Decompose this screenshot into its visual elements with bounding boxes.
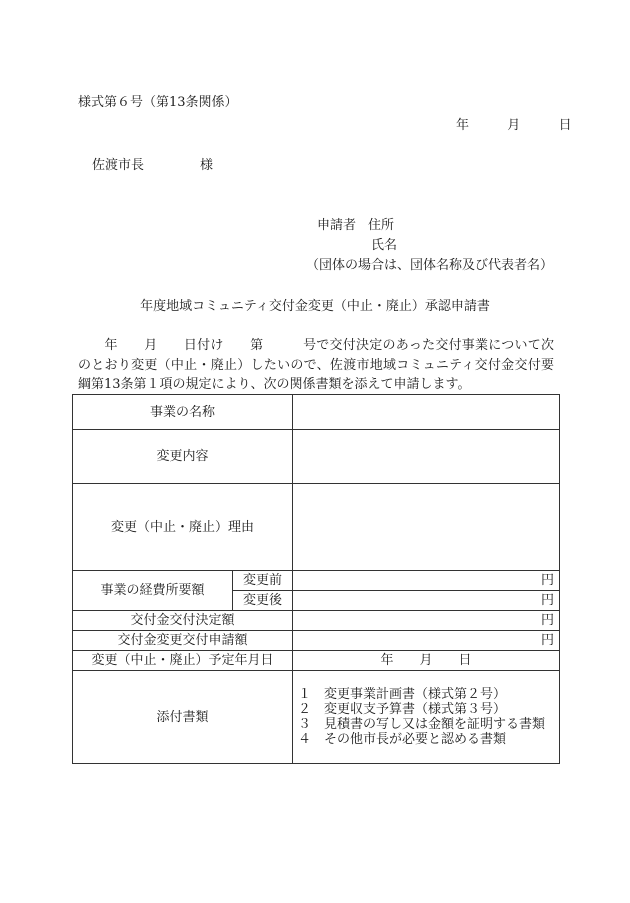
before-change-field[interactable]: 円 xyxy=(293,571,560,591)
addressee xyxy=(92,158,213,174)
after-change-field[interactable]: 円 xyxy=(293,591,560,611)
application-table xyxy=(72,394,560,764)
date-year: 年 xyxy=(456,118,470,133)
document-title: 年度地域コミュニティ交付金変更（中止・廃止）承認申請書 xyxy=(140,299,490,314)
attachment-item: ３ 見積書の写し又は金額を証明する書類 xyxy=(298,717,546,732)
date-month: 月 xyxy=(507,118,521,133)
applicant-address-line xyxy=(317,218,394,234)
document-body: 年 月 日付け 第 号で交付決定のあった交付事業について次のとおり変更（中止・廃止）したいので、佐渡市地域コミュニティ交付金交付要綱第13条第１項の規定により、次の関係書類を添えて申請します。 xyxy=(78,338,554,392)
addressee-name: 佐渡市長 xyxy=(92,158,145,173)
attachments-label: 添付書類 xyxy=(73,671,293,764)
grant-decision-field[interactable]: 円 xyxy=(293,611,560,631)
date-day: 日 xyxy=(558,118,572,133)
row-change-request xyxy=(73,631,560,651)
row-change-content xyxy=(73,430,560,484)
project-name-field[interactable] xyxy=(293,395,560,430)
before-change-label: 変更前 xyxy=(233,571,293,591)
applicant-label: 申請者 xyxy=(317,218,357,233)
row-scheduled-date xyxy=(73,651,560,671)
expense-label: 事業の経費所要額 xyxy=(73,571,233,611)
attachment-item: ４ その他市長が必要と認める書類 xyxy=(298,732,507,747)
row-grant-decision xyxy=(73,611,560,631)
change-request-field[interactable]: 円 xyxy=(293,631,560,651)
after-change-label: 変更後 xyxy=(233,591,293,611)
scheduled-date-field[interactable]: 年 月 日 xyxy=(293,651,560,671)
group-note: （団体の場合は、団体名称及び代表者名） xyxy=(306,258,554,273)
attachments-list xyxy=(293,671,560,764)
change-content-field[interactable] xyxy=(293,430,560,484)
row-attachments xyxy=(73,671,560,764)
form-number: 様式第６号（第13条関係） xyxy=(78,95,238,110)
change-reason-label: 変更（中止・廃止）理由 xyxy=(73,484,293,571)
change-reason-field[interactable] xyxy=(293,484,560,571)
change-request-label: 交付金変更交付申請額 xyxy=(73,631,293,651)
row-change-reason xyxy=(73,484,560,571)
change-content-label: 変更内容 xyxy=(73,430,293,484)
project-name-label: 事業の名称 xyxy=(73,395,293,430)
address-label: 住所 xyxy=(368,218,395,233)
row-expense-before xyxy=(73,571,560,591)
date-line xyxy=(456,118,572,134)
grant-decision-label: 交付金交付決定額 xyxy=(73,611,293,631)
attachment-item: ２ 変更収支予算書（様式第３号） xyxy=(298,702,507,717)
applicant-name-label: 氏名 xyxy=(371,238,398,253)
attachment-item: １ 変更事業計画書（様式第２号） xyxy=(298,687,507,702)
addressee-suffix: 様 xyxy=(200,158,214,173)
row-project-name xyxy=(73,395,560,430)
scheduled-date-label: 変更（中止・廃止）予定年月日 xyxy=(73,651,293,671)
